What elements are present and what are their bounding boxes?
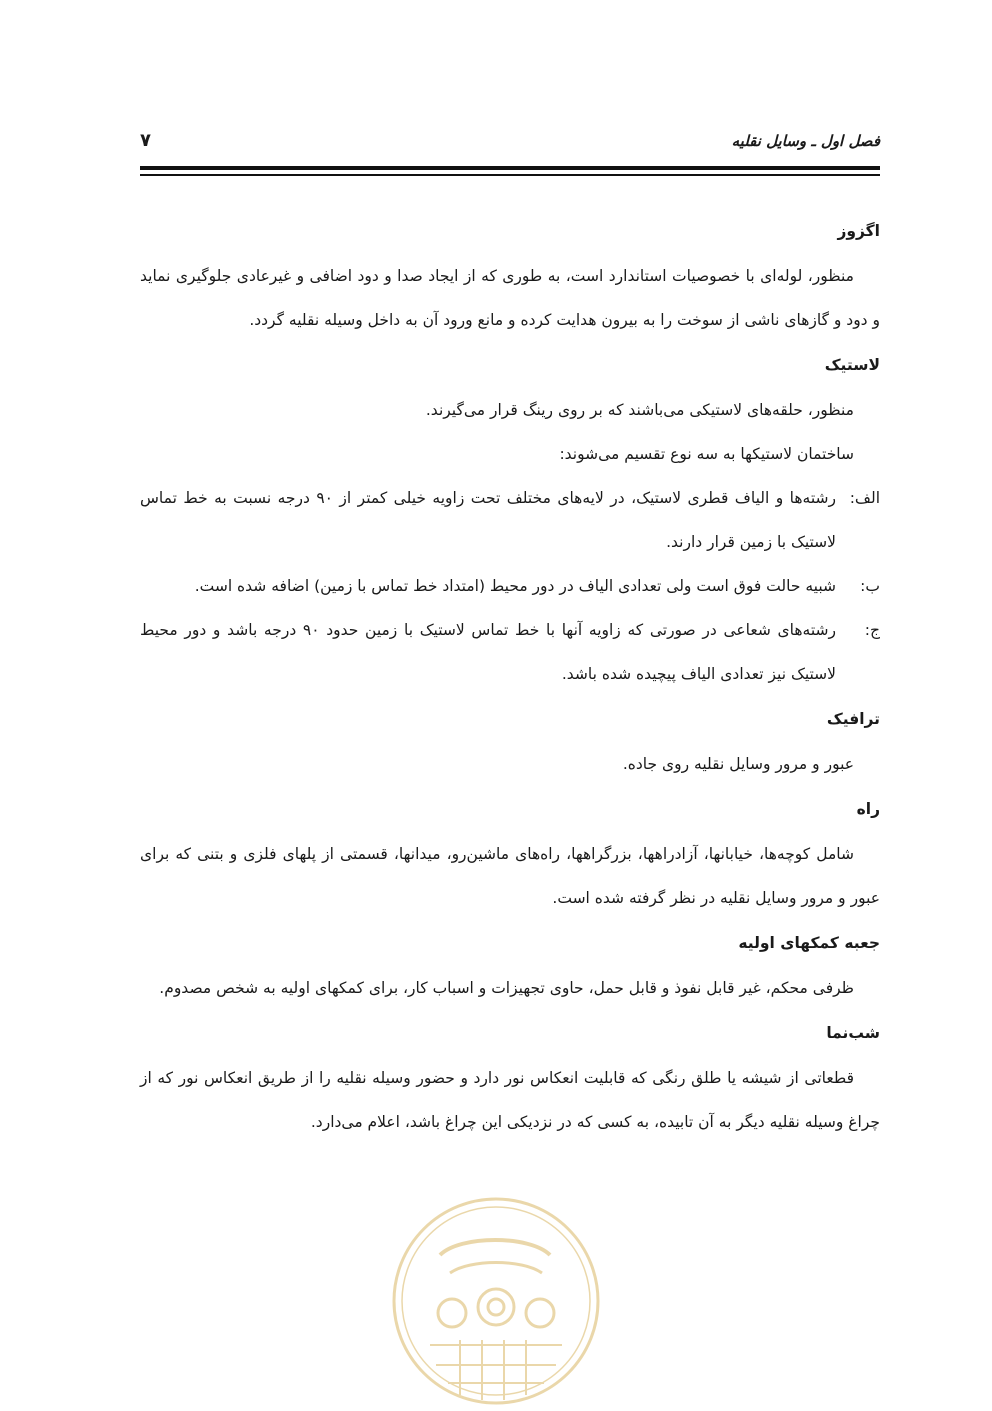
paragraph-exhaust: منظور، لوله‌ای با خصوصیات استاندارد است، به طوری که از ایجاد صدا و دود اضافی و غیرعادی جلوگیری نماید و دود و گازهای ناشی از سوخت را به بیرون هدایت کرده و مانع ورود آن به داخل وسیله نقلیه گردد. xyxy=(140,267,880,329)
list-item-be xyxy=(140,564,880,608)
header-rule-thin xyxy=(140,174,880,176)
gear-emblem-icon xyxy=(390,1195,602,1407)
page-content xyxy=(140,208,880,1144)
list-item-text: رشته‌ها و الیاف قطری لاستیک، در لایه‌های مختلف تحت زاویه خیلی کمتر از ۹۰ درجه نسبت به خط تماس لاستیک با زمین قرار دارند. xyxy=(140,489,837,551)
chapter-title: فصل اول ـ وسایل نقلیه xyxy=(731,132,880,150)
paragraph-tire-intro: ساختمان لاستیکها به سه نوع تقسیم می‌شوند: xyxy=(559,445,854,463)
header-rule-thick xyxy=(140,166,880,170)
heading-road: راه xyxy=(856,800,880,818)
list-item-label: الف: xyxy=(849,489,880,507)
list-item-jim xyxy=(140,608,880,696)
list-item-label: ج: xyxy=(864,621,880,639)
paragraph-traffic: عبور و مرور وسایل نقلیه روی جاده. xyxy=(622,755,854,773)
watermark-logo xyxy=(390,1195,602,1407)
paragraph-road: شامل کوچه‌ها، خیابانها، آزادراهها، بزرگراهها، راه‌های ماشین‌رو، میدانها، قسمتی از پلهای فلزی و بتنی که برای عبور و مرور وسایل نقلیه در نظر گرفته شده است. xyxy=(140,845,880,907)
list-item-text: رشته‌های شعاعی در صورتی که زاویه آنها با خط تماس لاستیک با زمین حدود ۹۰ درجه باشد و دور محیط لاستیک نیز تعدادی الیاف پیچیده شده باشد. xyxy=(140,621,836,683)
list-item-alef xyxy=(140,476,880,564)
paragraph-first-aid: ظرفی محکم، غیر قابل نفوذ و قابل حمل، حاوی تجهیزات و اسباب کار، برای کمکهای اولیه به شخص مصدوم. xyxy=(159,979,854,997)
heading-traffic: ترافیک xyxy=(826,710,880,728)
list-item-label: ب: xyxy=(860,577,880,595)
list-item-text: شبیه حالت فوق است ولی تعدادی الیاف در دور محیط (امتداد خط تماس با زمین) اضافه شده است. xyxy=(194,577,836,595)
paragraph-reflector: قطعاتی از شیشه یا طلق رنگی که قابلیت انعکاس نور دارد و حضور وسیله نقلیه را از طریق انعکاس نور که از چراغ وسیله نقلیه دیگر به آن تابیده، به کسی که در نزدیکی این چراغ باشد، اعلام می‌دارد. xyxy=(140,1069,880,1131)
page-number: ۷ xyxy=(140,130,151,151)
heading-first-aid: جعبه کمکهای اولیه xyxy=(738,934,880,952)
paragraph-tire: منظور، حلقه‌های لاستیکی می‌باشند که بر روی رینگ قرار می‌گیرند. xyxy=(425,401,854,419)
heading-tire: لاستیک xyxy=(824,356,880,374)
page-header xyxy=(140,128,880,158)
heading-reflector: شب‌نما xyxy=(826,1024,880,1042)
heading-exhaust: اگزوز xyxy=(837,222,880,240)
